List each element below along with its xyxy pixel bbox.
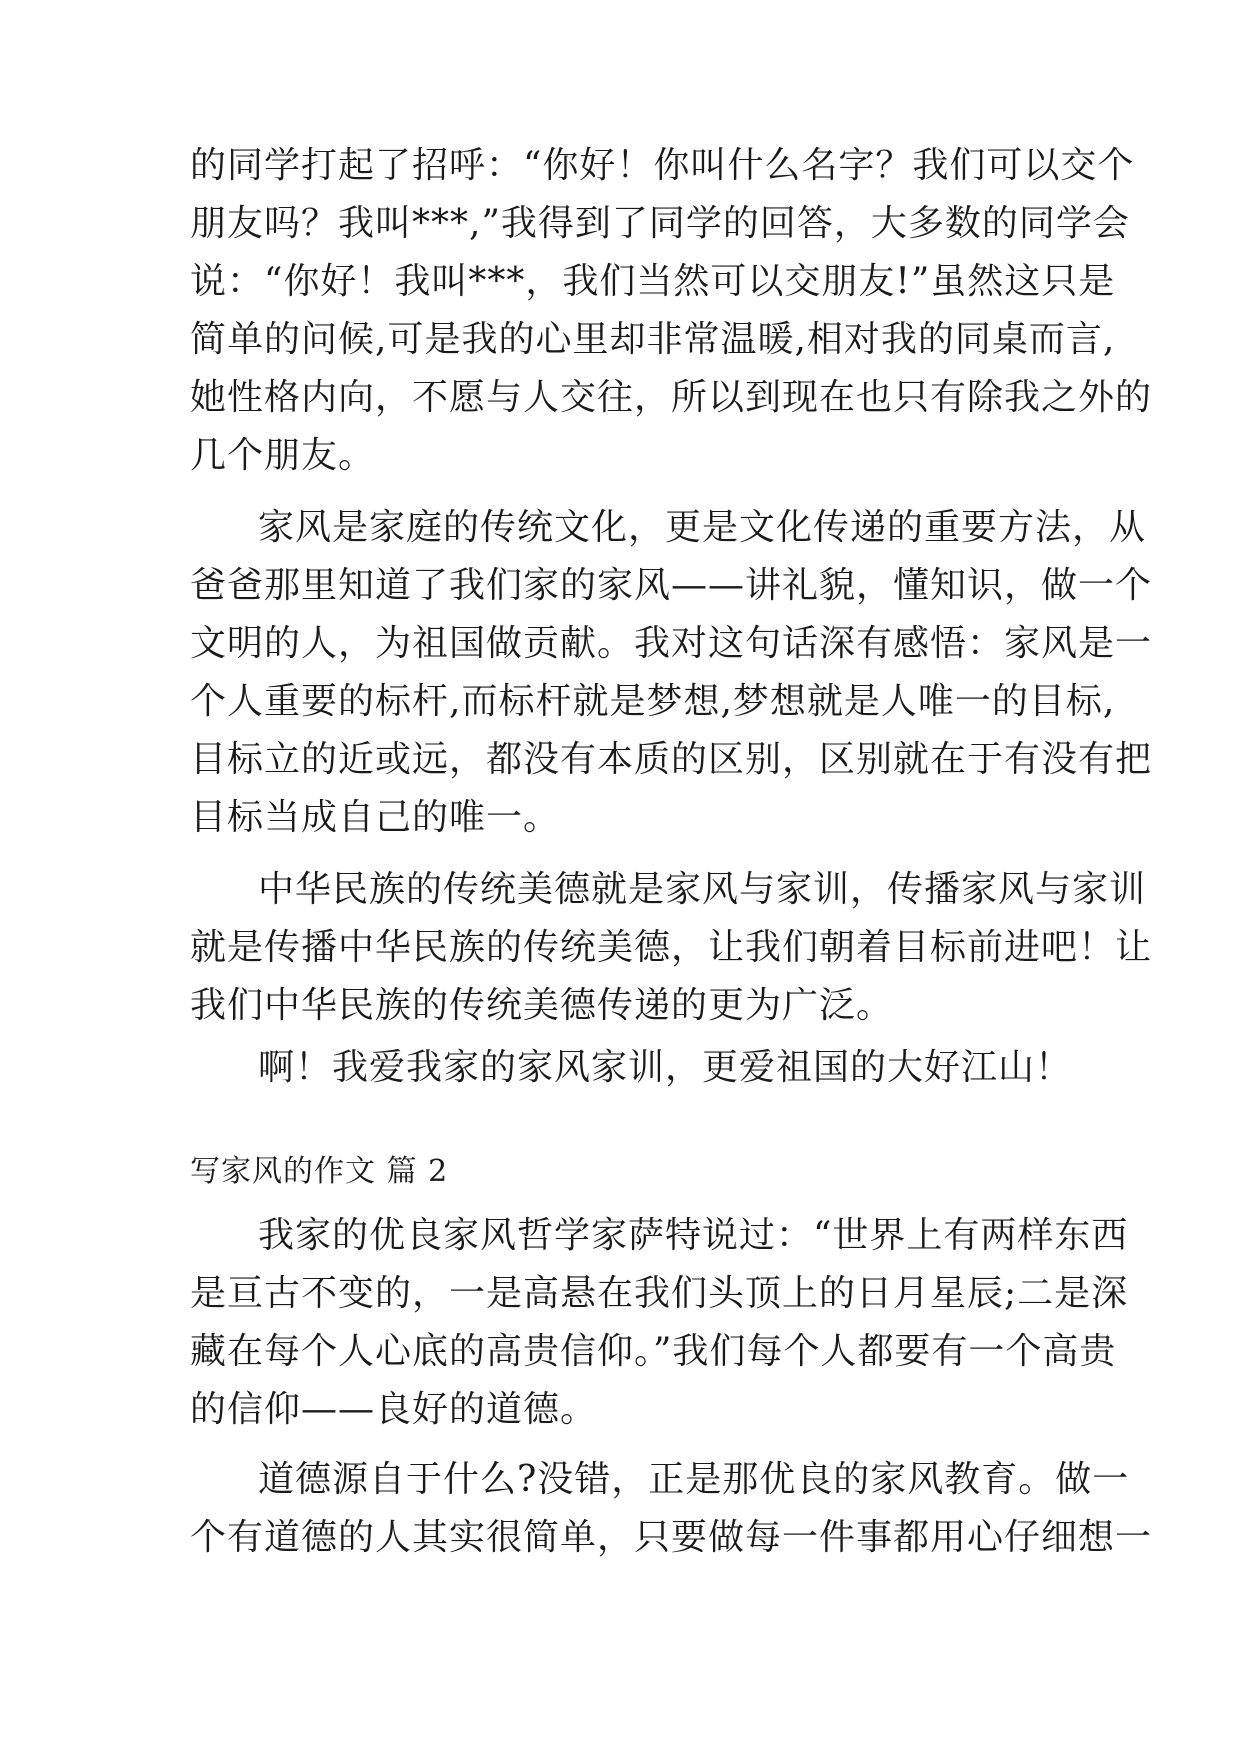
text-line: 藏在每个人心底的高贵信仰。”我们每个人都要有一个高贵 [190,1331,1117,1372]
text-line: 个人重要的标杆,而标杆就是梦想,梦想就是人唯一的目标, [190,681,1116,722]
text-line: 中华民族的传统美德就是家风与家训，传播家风与家训 [258,869,1147,910]
text-line: 家风是家庭的传统文化，更是文化传递的重要方法，从 [258,507,1147,548]
text-line: 是亘古不变的，一是高悬在我们头顶上的日月星辰;二是深 [190,1273,1129,1314]
section-heading: 写家风的作文 篇 2 [190,1154,449,1189]
text-line: 她性格内向，不愿与人交往，所以到现在也只有除我之外的 [190,377,1153,418]
text-line: 我们中华民族的传统美德传递的更为广泛。 [190,985,894,1026]
text-line: 啊！我爱我家的家风家训，更爱祖国的大好江山！ [258,1047,1073,1088]
text-line: 目标立的近或远，都没有本质的区别，区别就在于有没有把 [190,739,1153,780]
text-line: 简单的问候,可是我的心里却非常温暖,相对我的同桌而言, [190,319,1116,360]
text-line: 目标当成自己的唯一。 [190,797,561,838]
text-line: 爸爸那里知道了我们家的家风——讲礼貌，懂知识，做一个 [190,565,1153,606]
text-line: 的同学打起了招呼：“你好！你叫什么名字？我们可以交个 [190,145,1135,186]
text-line: 几个朋友。 [190,435,376,476]
text-line: 朋友吗？我叫***,”我得到了同学的回答，大多数的同学会 [190,203,1130,244]
text-line: 文明的人，为祖国做贡献。我对这句话深有感悟：家风是一 [190,623,1153,664]
text-line: 的信仰——良好的道德。 [190,1389,598,1430]
text-line: 我家的优良家风哲学家萨特说过：“世界上有两样东西 [258,1215,1129,1256]
text-line: 就是传播中华民族的传统美德，让我们朝着目标前进吧！让 [190,927,1153,968]
text-line: 说：“你好！我叫***，我们当然可以交朋友!”虽然这只是 [190,261,1116,302]
text-line: 个有道德的人其实很简单，只要做每一件事都用心仔细想一 [190,1517,1153,1558]
text-line: 道德源自于什么?没错，正是那优良的家风教育。做一 [258,1459,1130,1500]
